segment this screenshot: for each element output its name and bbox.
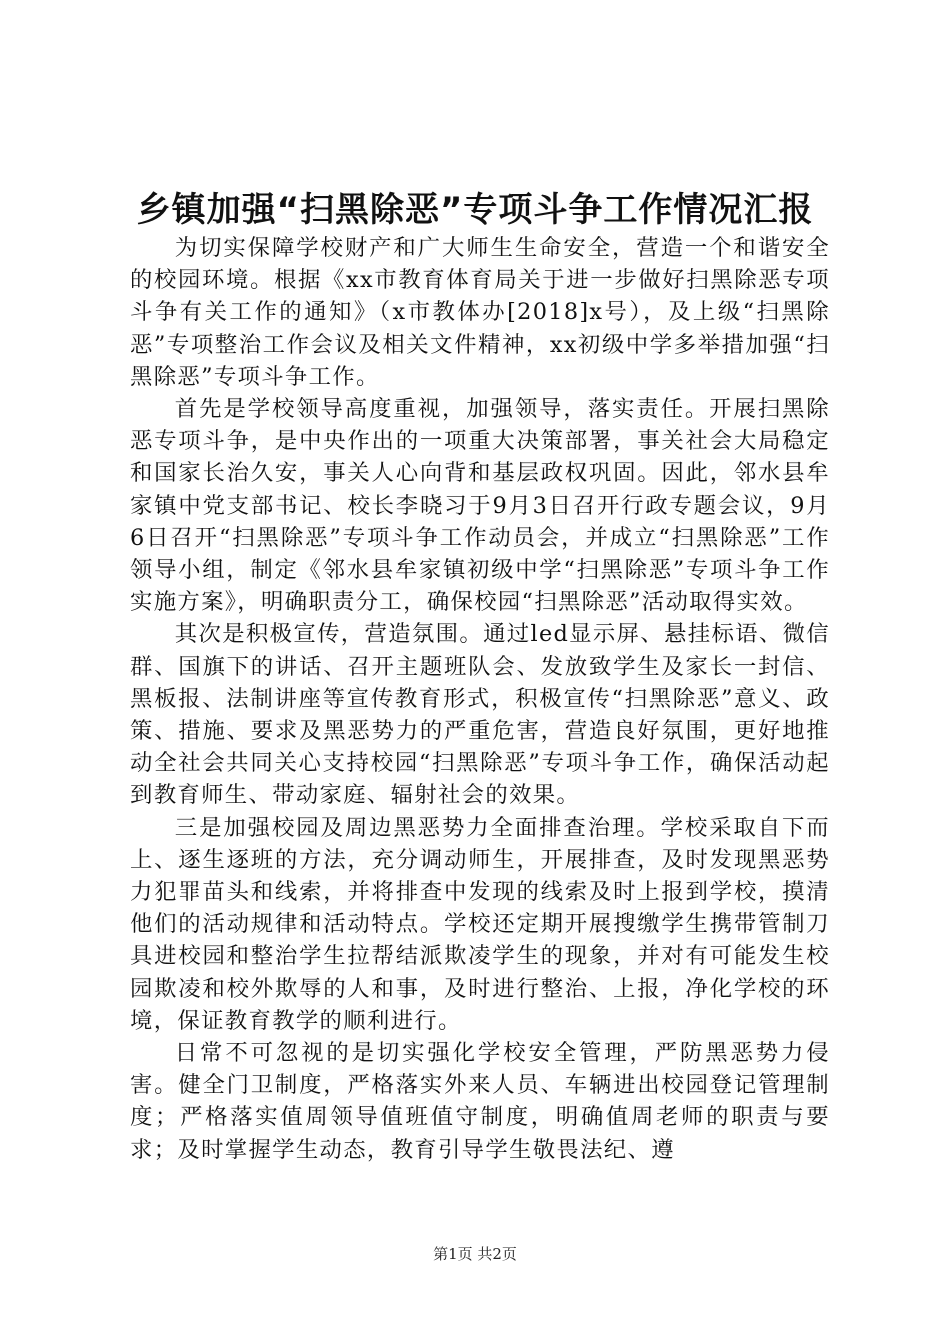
page-footer: 第1页 共2页: [433, 1245, 517, 1263]
paragraph: 首先是学校领导高度重视，加强领导，落实责任。开展扫黑除恶专项斗争，是中央作出的一项重大决策部署，事关社会大局稳定和国家长治久安，事关人心向背和基层政权巩固。因此，邻水县牟家镇中党支部书记、校长李晓习于9月3日召开行政专题会议，9月6日召开“扫黑除恶”专项斗争工作动员会，并成立“扫黑除恶”工作领导小组，制定《邻水县牟家镇初级中学“扫黑除恶”专项斗争工作实施方案》，明确职责分工，确保校园“扫黑除恶”活动取得实效。: [130, 396, 830, 616]
paragraph: 日常不可忽视的是切实强化学校安全管理，严防黑恶势力侵害。健全门卫制度，严格落实外来人员、车辆进出校园登记管理制度；严格落实值周领导值班值守制度，明确值周老师的职责与要求；及时掌握学生动态，教育引导学生敬畏法纪、遵: [130, 1040, 830, 1163]
document-body: [130, 232, 830, 1166]
page-title: 乡镇加强“扫黑除恶”专项斗争工作情况汇报: [136, 190, 814, 230]
paragraph: 其次是积极宣传，营造氛围。通过led显示屏、悬挂标语、微信群、国旗下的讲话、召开主题班队会、发放致学生及家长一封信、黑板报、法制讲座等宣传教育形式，积极宣传“扫黑除恶”意义、政策、措施、要求及黑恶势力的严重危害，营造良好氛围，更好地推动全社会共同关心支持校园“扫黑除恶”专项斗争工作，确保活动起到教育师生、带动家庭、辐射社会的效果。: [130, 621, 830, 809]
paragraph: 为切实保障学校财产和广大师生生命安全，营造一个和谐安全的校园环境。根据《xx市教育体育局关于进一步做好扫黑除恶专项斗争有关工作的通知》（x市教体办[2018]x号），及上级“扫黑除恶”专项整治工作会议及相关文件精神，xx初级中学多举措加强“扫黑除恶”专项斗争工作。: [130, 235, 830, 390]
paragraph: 三是加强校园及周边黑恶势力全面排查治理。学校采取自下而上、逐生逐班的方法，充分调动师生，开展排查，及时发现黑恶势力犯罪苗头和线索，并将排查中发现的线索及时上报到学校，摸清他们的活动规律和活动特点。学校还定期开展搜缴学生携带管制刀具进校园和整治学生拉帮结派欺凌学生的现象，并对有可能发生校园欺凌和校外欺辱的人和事，及时进行整治、上报，净化学校的环境，保证教育教学的顺利进行。: [130, 814, 830, 1034]
